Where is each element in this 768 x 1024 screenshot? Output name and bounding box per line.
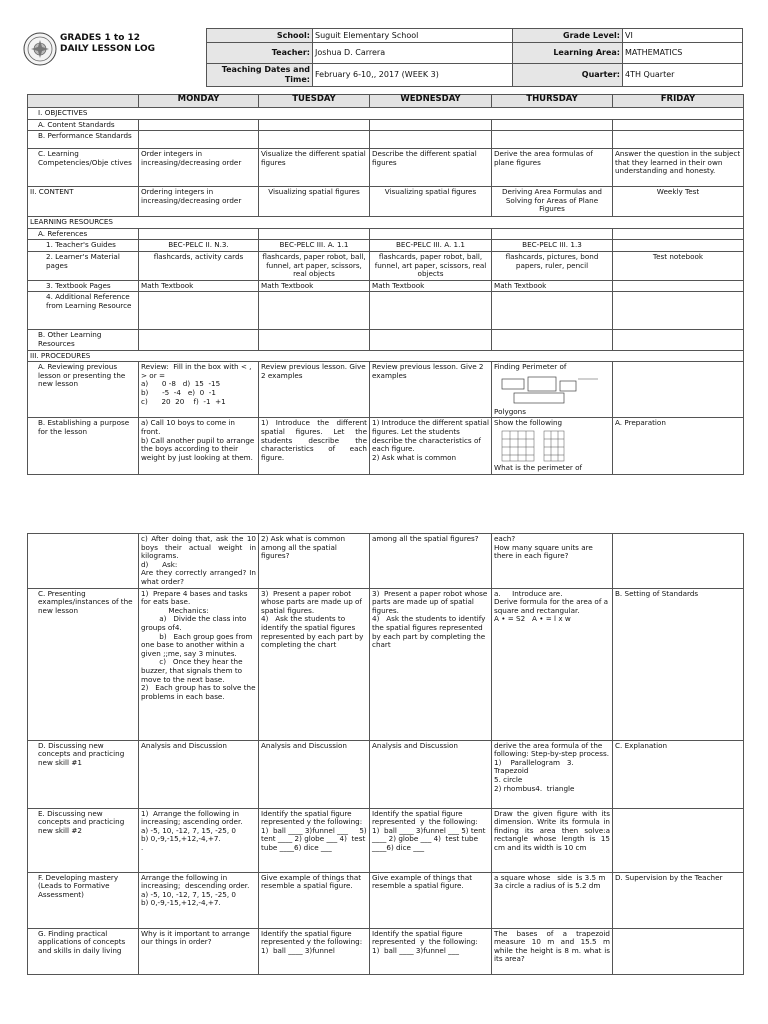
- discuss1-wednesday: Analysis and Discussion: [370, 740, 492, 808]
- mastery-thursday: a square whose side is 3.5 m 3a circle a radius of is 5.2 dm: [492, 872, 613, 928]
- reviewing-tuesday: Review previous lesson. Give 2 examples: [259, 362, 370, 418]
- discuss1-tuesday: Analysis and Discussion: [259, 740, 370, 808]
- grid-figures-image: [494, 429, 604, 463]
- content-friday: Weekly Test: [613, 187, 744, 217]
- teaching-dates-value: February 6-10,, 2017 (WEEK 3): [313, 64, 513, 87]
- establishing-thursday: Show the following What is the perimeter of: [492, 418, 613, 474]
- reviewing-monday: Review: Fill in the box with < , > or = a) 0 -8 d) 15 -15 b) -5 -4 e) 0 -1 c) 20 20 f) -1 +1: [139, 362, 259, 418]
- competencies-label: C. Learning Competencies/Obje ctives: [28, 149, 139, 187]
- discuss2-monday: 1) Arrange the following in increasing; ascending order. a) -5, 10, -12, 7, 15, -25, 0 b) 0,-9,-15,+12,-4,+7. .: [139, 808, 259, 872]
- mastery-monday: Arrange the following in increasing; descending order. a) -5, 10, -12, 7, 15, -25, 0 b) 0,-9,-15,+12,-4,+7.: [139, 872, 259, 928]
- mastery-friday: D. Supervision by the Teacher: [613, 872, 744, 928]
- discuss2-wednesday: Identify the spatial figure represented y the following: 1) ball ____ 3)funnel ___ 5) tent ____ 2) globe ___ 4) test tube ____6) dice ___: [370, 808, 492, 872]
- discuss1-friday: C. Explanation: [613, 740, 744, 808]
- practical-tuesday: Identify the spatial figure represented y the following: 1) ball ____ 3)funnel: [259, 928, 370, 974]
- establishing-friday: A. Preparation: [613, 418, 744, 474]
- tg-monday: BEC-PELC II. N.3.: [139, 240, 259, 252]
- mastery-tuesday: Give example of things that resemble a spatial figure.: [259, 872, 370, 928]
- reviewing-wednesday: Review previous lesson. Give 2 examples: [370, 362, 492, 418]
- discuss2-label: E. Discussing new concepts and practicing new skill #2: [28, 808, 139, 872]
- textbook-wednesday: Math Textbook: [370, 280, 492, 292]
- learning-area-value: MATHEMATICS: [623, 43, 743, 64]
- learning-resources-heading: LEARNING RESOURCES: [28, 217, 744, 229]
- grade-level-value: VI: [623, 29, 743, 43]
- establishing-monday: a) Call 10 boys to come in front. b) Call another pupil to arrange the boys according to their weight by just looking at them.: [139, 418, 259, 474]
- lm-tuesday: flashcards, paper robot, ball, funnel, art paper, scissors, real objects: [259, 251, 370, 280]
- teaching-dates-label: Teaching Dates and Time:: [207, 64, 313, 87]
- teachers-guides-label: 1. Teacher's Guides: [28, 240, 139, 252]
- content-wednesday: Visualizing spatial figures: [370, 187, 492, 217]
- school-value: Suguit Elementary School: [313, 29, 513, 43]
- objectives-heading: I. OBJECTIVES: [28, 108, 744, 120]
- title-line-1: GRADES 1 to 12: [60, 33, 141, 43]
- discuss2-thursday: Draw the given figure with its dimension. Write its formula in finding its area then solve:a rectangle whose length is 15 cm and its width is 10 cm: [492, 808, 613, 872]
- day-header-monday: MONDAY: [139, 95, 259, 108]
- practical-monday: Why is it important to arrange our things in order?: [139, 928, 259, 974]
- title-line-2: DAILY LESSON LOG: [60, 44, 155, 54]
- lm-thursday: flashcards, pictures, bond papers, ruler, pencil: [492, 251, 613, 280]
- learning-area-label: Learning Area:: [513, 43, 623, 64]
- log-title: [60, 33, 155, 55]
- practical-wednesday: Identify the spatial figure represented y the following: 1) ball ____ 3)funnel ___: [370, 928, 492, 974]
- header-info-table: [206, 28, 743, 87]
- content-thursday: Deriving Area Formulas and Solving for Areas of Plane Figures: [492, 187, 613, 217]
- presenting-friday: B. Setting of Standards: [613, 588, 744, 740]
- procedures-heading: III. PROCEDURES: [28, 350, 744, 362]
- deped-seal-icon: [23, 32, 57, 66]
- presenting-tuesday: 3) Present a paper robot whose parts are made up of spatial figures. 4) Ask the students to identify the spatial figures represented by each part by completing the chart: [259, 588, 370, 740]
- additional-reference-label: 4. Additional Reference from Learning Resource: [28, 292, 139, 330]
- tg-thursday: BEC-PELC III. 1.3: [492, 240, 613, 252]
- mastery-wednesday: Give example of things that resemble a spatial figure.: [370, 872, 492, 928]
- discuss1-monday: Analysis and Discussion: [139, 740, 259, 808]
- day-header-thursday: THURSDAY: [492, 95, 613, 108]
- learners-material-label: 2. Learner's Material pages: [28, 251, 139, 280]
- textbook-monday: Math Textbook: [139, 280, 259, 292]
- continued-tuesday: 2) Ask what is common among all the spatial figures?: [259, 534, 370, 589]
- performance-standards-label: B. Performance Standards: [28, 131, 139, 149]
- establishing-wednesday: 1) Introduce the different spatial figures. Let the students describe the characteristics of each figure. 2) Ask what is common: [370, 418, 492, 474]
- perimeter-figures-image: [494, 373, 604, 407]
- tg-tuesday: BEC-PELC III. A. 1.1: [259, 240, 370, 252]
- textbook-friday: [613, 280, 744, 292]
- establishing-tuesday: 1) Introduce the different spatial figures. Let the students describe the characteristics of each figure.: [259, 418, 370, 474]
- competency-wednesday: Describe the different spatial figures: [370, 149, 492, 187]
- establishing-label: B. Establishing a purpose for the lesson: [28, 418, 139, 474]
- lesson-log-table-page-2: [27, 533, 744, 975]
- content-label: II. CONTENT: [28, 187, 139, 217]
- content-tuesday: Visualizing spatial figures: [259, 187, 370, 217]
- corner-cell: [28, 95, 139, 108]
- lesson-log-table-page-1: [27, 94, 744, 475]
- content-standards-label: A. Content Standards: [28, 119, 139, 131]
- discuss1-label: D. Discussing new concepts and practicing new skill #1: [28, 740, 139, 808]
- tg-friday: [613, 240, 744, 252]
- teacher-value: Joshua D. Carrera: [313, 43, 513, 64]
- presenting-label: C. Presenting examples/instances of the new lesson: [28, 588, 139, 740]
- competency-thursday: Derive the area formulas of plane figures: [492, 149, 613, 187]
- textbook-tuesday: Math Textbook: [259, 280, 370, 292]
- textbook-thursday: Math Textbook: [492, 280, 613, 292]
- competency-monday: Order integers in increasing/decreasing order: [139, 149, 259, 187]
- other-resources-label: B. Other Learning Resources: [28, 330, 139, 350]
- lm-wednesday: flashcards, paper robot, ball, funnel, art paper, scissors, real objects: [370, 251, 492, 280]
- continued-wednesday: among all the spatial figures?: [370, 534, 492, 589]
- presenting-thursday: a. Introduce are. Derive formula for the area of a square and rectangular. A • = S2 A • = l x w: [492, 588, 613, 740]
- teacher-label: Teacher:: [207, 43, 313, 64]
- practical-label: G. Finding practical applications of concepts and skills in daily living: [28, 928, 139, 974]
- tg-wednesday: BEC-PELC III. A. 1.1: [370, 240, 492, 252]
- competency-tuesday: Visualize the different spatial figures: [259, 149, 370, 187]
- content-monday: Ordering integers in increasing/decreasing order: [139, 187, 259, 217]
- discuss1-thursday: derive the area formula of the following: Step-by-step process. 1) Parallelogram 3. Trapezoid 5. circle 2) rhombus4. triangle: [492, 740, 613, 808]
- continued-monday: c) After doing that, ask the 10 boys their actual weight in kilograms. d) Ask: Are they correctly arranged? In what order?: [139, 534, 259, 589]
- competency-friday: Answer the question in the subject that they learned in their own understanding and honesty.: [613, 149, 744, 187]
- reviewing-label: A. Reviewing previous lesson or presenting the new lesson: [28, 362, 139, 418]
- quarter-label: Quarter:: [513, 64, 623, 87]
- grade-level-label: Grade Level:: [513, 29, 623, 43]
- day-header-friday: FRIDAY: [613, 95, 744, 108]
- school-label: School:: [207, 29, 313, 43]
- day-header-tuesday: TUESDAY: [259, 95, 370, 108]
- continued-thursday: each? How many square units are there in each figure?: [492, 534, 613, 589]
- reviewing-thursday: Finding Perimeter of Polygons: [492, 362, 613, 418]
- quarter-value: 4TH Quarter: [623, 64, 743, 87]
- presenting-monday: 1) Prepare 4 bases and tasks for eats base. Mechanics: a) Divide the class into groups of4. b) Each group goes from one base to another within a given ;;me, say 3 minutes. c) Once they hear the buzzer, that signals them to move to the next base. 2) Each group has to solve the problems in each base.: [139, 588, 259, 740]
- discuss2-tuesday: Identify the spatial figure represented y the following: 1) ball ____ 3)funnel ___ 5) tent ____ 2) globe ___ 4) test tube ____6) dice ___: [259, 808, 370, 872]
- practical-thursday: The bases of a trapezoid measure 10 m and 15.5 m while the height is 8 m. what is its area?: [492, 928, 613, 974]
- day-header-wednesday: WEDNESDAY: [370, 95, 492, 108]
- textbook-label: 3. Textbook Pages: [28, 280, 139, 292]
- mastery-label: F. Developing mastery (Leads to Formative Assessment): [28, 872, 139, 928]
- references-label: A. References: [28, 228, 139, 240]
- lm-friday: Test notebook: [613, 251, 744, 280]
- presenting-wednesday: 3) Present a paper robot whose parts are made up of spatial figures. 4) Ask the students to identify the spatial figures represented by each part by completing the chart: [370, 588, 492, 740]
- lm-monday: flashcards, activity cards: [139, 251, 259, 280]
